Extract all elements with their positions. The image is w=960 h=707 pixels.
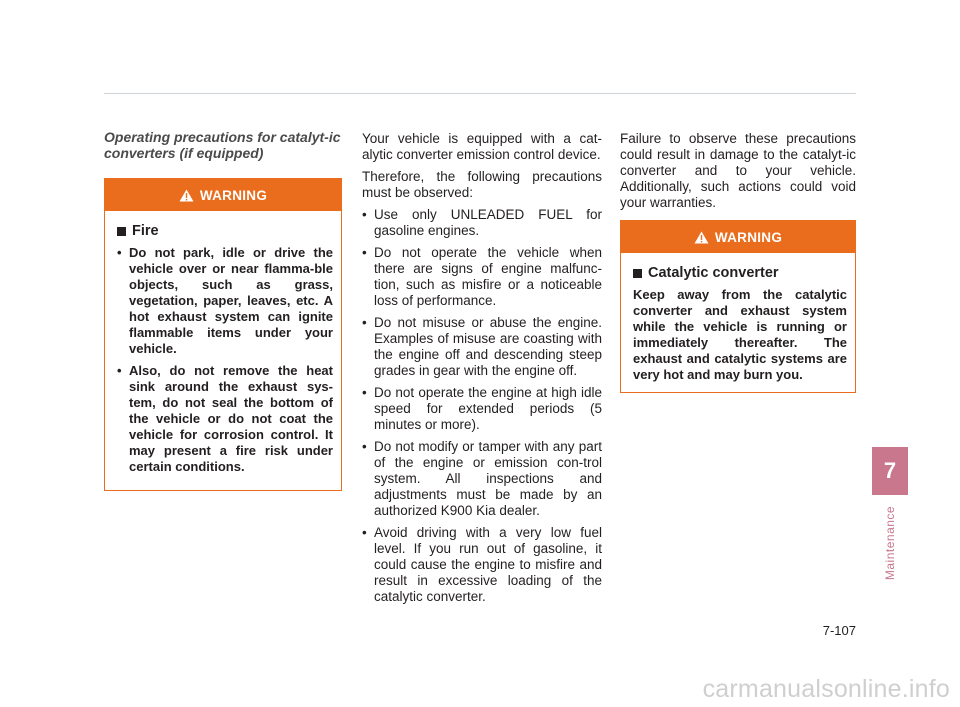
- list-item: • Use only UNLEADED FUEL for gasoline engines.: [362, 207, 602, 239]
- intro-paragraph: Your vehicle is equipped with a cat-alytic converter emission control device.: [362, 131, 602, 162]
- warning-subtitle: [117, 223, 333, 239]
- warning-text: Keep away from the catalytic converter and exhaust system while the vehicle is running or immediately thereafter. The exhaust and catalytic systems are very hot and may burn you.: [633, 287, 847, 382]
- precautions-list: [362, 207, 602, 605]
- fire-warning-box: [104, 178, 342, 491]
- right-column: [620, 131, 856, 393]
- warning-header: [621, 221, 855, 253]
- lead-paragraph: Therefore, the following precautions must be observed:: [362, 169, 602, 200]
- list-item: • Do not modify or tamper with any part of the engine or emission con-trol system. All inspections and adjustments must be made by an authorized K900 Kia dealer.: [362, 439, 602, 519]
- top-divider: [104, 93, 856, 94]
- warning-body: [621, 253, 855, 392]
- list-item: • Do not operate the engine at high idle speed for extended periods (5 minutes or more).: [362, 385, 602, 433]
- chapter-label: [872, 503, 908, 583]
- list-item: • Do not operate the vehicle when there are signs of engine malfunc-tion, such as misfire or a noticeable loss of performance.: [362, 245, 602, 309]
- middle-column: [362, 131, 602, 611]
- square-bullet-icon: [633, 269, 642, 278]
- watermark: carmanualsonline.info: [702, 675, 950, 703]
- catalytic-warning-box: [620, 220, 856, 393]
- list-item: • Do not misuse or abuse the engine. Examples of misuse are coasting with the engine off and descending steep grades in gear with the engine off.: [362, 315, 602, 379]
- chapter-label-text: Maintenance: [883, 505, 897, 581]
- warning-bullet: • Do not park, idle or drive the vehicle over or near flamma-ble objects, such as grass, vegetation, paper, leaves, etc. A hot exhaust system can ignite flammable items under your vehicle.: [113, 245, 333, 357]
- square-bullet-icon: [117, 227, 126, 236]
- warning-subtitle-text: Catalytic converter: [648, 265, 779, 281]
- warning-bullet: • Also, do not remove the heat sink around the exhaust sys-tem, do not seal the bottom of the vehicle or do not coat the vehicle for corrosion control. It may present a fire risk under certain conditions.: [113, 363, 333, 475]
- warning-label: WARNING: [714, 229, 783, 245]
- warning-subtitle-text: Fire: [132, 223, 159, 239]
- warning-triangle-icon: [694, 231, 709, 244]
- chapter-number-tab: 7: [872, 447, 908, 495]
- consequence-paragraph: Failure to observe these precautions could result in damage to the catalyt-ic converter and to your vehicle. Additionally, such actions could void your warranties.: [620, 131, 856, 210]
- list-item: • Avoid driving with a very low fuel level. If you run out of gasoline, it could cause the engine to misfire and result in excessive loading of the catalytic converter.: [362, 525, 602, 605]
- left-column: [104, 129, 342, 491]
- page-number: 7-107: [822, 623, 856, 638]
- warning-subtitle: [633, 265, 847, 281]
- warning-bullet-list: [113, 245, 333, 475]
- warning-header: [105, 179, 341, 211]
- warning-label: WARNING: [199, 187, 268, 203]
- section-title: Operating precautions for catalyt-ic converters (if equipped): [104, 129, 341, 161]
- warning-triangle-icon: [179, 189, 194, 202]
- warning-body: [105, 211, 341, 490]
